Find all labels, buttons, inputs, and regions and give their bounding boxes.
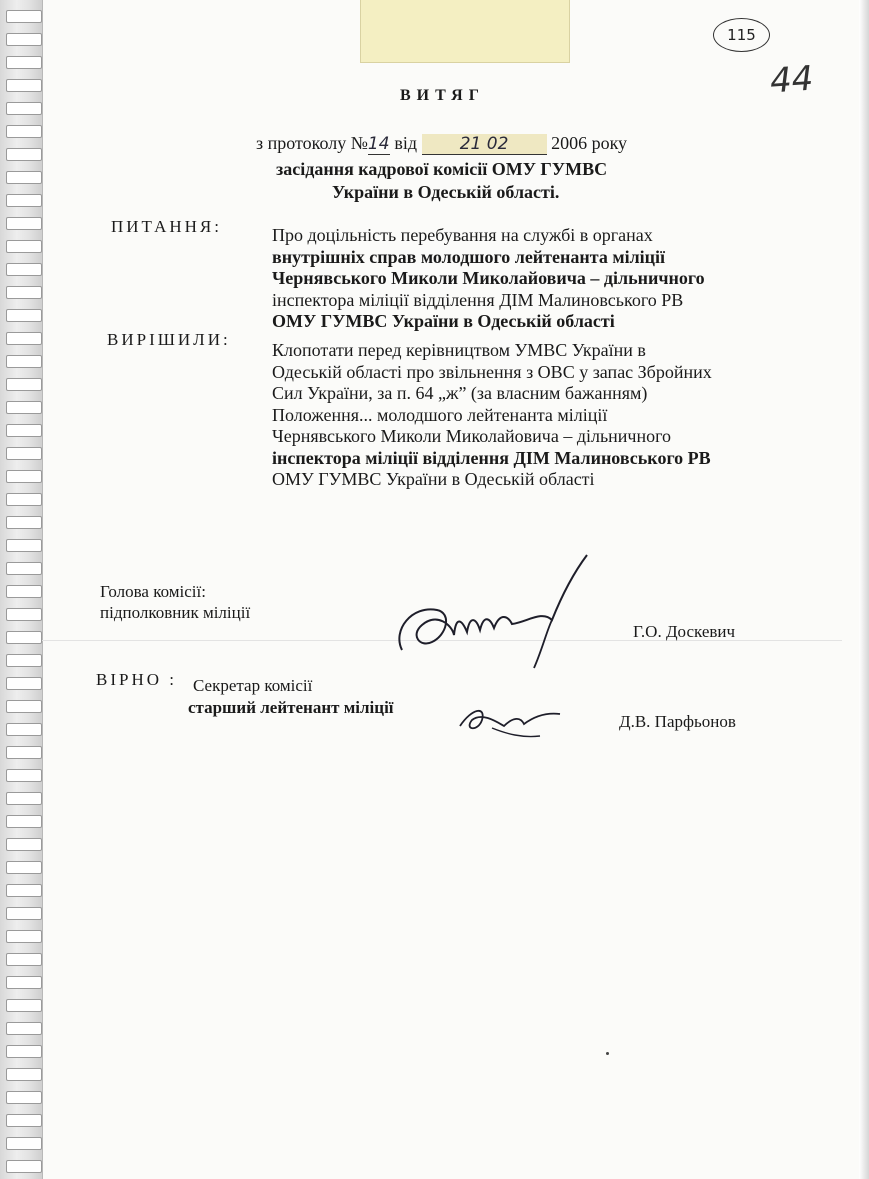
- binder-ring: [6, 240, 42, 253]
- binder-ring: [6, 79, 42, 92]
- protocol-year: 2006 року: [551, 133, 628, 153]
- question-line: інспектора міліції відділення ДІМ Малиновського РВ: [272, 289, 684, 310]
- subtitle-line-1: засідання кадрової комісії ОМУ ГУМВС: [276, 159, 608, 179]
- binder-ring: [6, 838, 42, 851]
- speck: [606, 1052, 609, 1055]
- decision-text: [272, 340, 768, 491]
- binder-ring: [6, 539, 42, 552]
- decision-line: Чернявського Миколи Миколайовича – дільничного: [272, 426, 672, 446]
- binder-ring: [6, 1137, 42, 1150]
- sticky-note: [360, 0, 570, 63]
- page-edge: [859, 0, 869, 1179]
- binder-ring: [6, 976, 42, 989]
- question-text: [272, 225, 768, 333]
- decision-line: Положення... молодшого лейтенанта міліції: [272, 404, 608, 425]
- protocol-line: [256, 133, 627, 155]
- protocol-date-prefix: від: [394, 133, 418, 153]
- decision-line: Сил України, за п. 64 „ж” (за власним бажанням): [272, 383, 648, 403]
- binder-ring: [6, 286, 42, 299]
- binder-ring: [6, 447, 42, 460]
- binder-ring: [6, 861, 42, 874]
- secretary-signature: [452, 698, 567, 742]
- decision-line: інспектора міліції відділення ДІМ Малиновського РВ: [272, 447, 711, 468]
- question-line: Про доцільність перебування на службі в органах: [272, 225, 653, 245]
- binder-ring: [6, 102, 42, 115]
- binder-ring: [6, 10, 42, 23]
- binder-ring: [6, 608, 42, 621]
- protocol-date: 21 02: [422, 134, 547, 155]
- binder-ring: [6, 654, 42, 667]
- binder-ring: [6, 194, 42, 207]
- binder-ring: [6, 953, 42, 966]
- binder-ring: [6, 1114, 42, 1127]
- binder-ring: [6, 470, 42, 483]
- secretary-title-2: старший лейтенант міліції: [188, 698, 394, 717]
- binder-ring: [6, 332, 42, 345]
- binder-ring: [6, 148, 42, 161]
- binder-ring: [6, 1045, 42, 1058]
- question-label: ПИТАННЯ:: [111, 217, 222, 236]
- binder-ring: [6, 815, 42, 828]
- subtitle-line-2: України в Одеській області.: [332, 182, 560, 202]
- binder-ring: [6, 631, 42, 644]
- binder-ring: [6, 999, 42, 1012]
- binder-ring: [6, 585, 42, 598]
- binder-ring: [6, 1022, 42, 1035]
- binder-ring: [6, 1091, 42, 1104]
- binder-ring: [6, 907, 42, 920]
- binder-ring: [6, 677, 42, 690]
- decision-line: ОМУ ГУМВС України в Одеській області: [272, 469, 595, 489]
- protocol-prefix: з протоколу №: [256, 133, 368, 153]
- binder-ring: [6, 516, 42, 529]
- question-line: Чернявського Миколи Миколайовича – дільничного: [272, 268, 705, 288]
- binder-edge: [0, 0, 43, 1179]
- document-title: ВИТЯГ: [400, 87, 485, 104]
- binder-ring: [6, 493, 42, 506]
- binder-ring: [6, 769, 42, 782]
- binder-ring: [6, 125, 42, 138]
- chair-name: Г.О. Доскевич: [633, 622, 736, 641]
- binder-ring: [6, 401, 42, 414]
- binder-ring: [6, 930, 42, 943]
- binder-ring: [6, 700, 42, 713]
- binder-ring: [6, 792, 42, 805]
- binder-ring: [6, 355, 42, 368]
- circled-page-number: 115: [713, 18, 770, 52]
- binder-ring: [6, 424, 42, 437]
- binder-ring: [6, 56, 42, 69]
- binder-ring: [6, 562, 42, 575]
- binder-ring: [6, 217, 42, 230]
- decision-line: Одеській області про звільнення з ОВС у запас Збройних: [272, 361, 712, 382]
- binder-ring: [6, 1160, 42, 1173]
- binder-ring: [6, 378, 42, 391]
- chair-title-2: підполковник міліції: [100, 603, 251, 622]
- chair-title-1: Голова комісії:: [100, 582, 206, 601]
- binder-ring: [6, 884, 42, 897]
- protocol-number: 14: [367, 134, 390, 154]
- binder-ring: [6, 723, 42, 736]
- binder-ring: [6, 263, 42, 276]
- chair-signature: [392, 550, 602, 670]
- secretary-name: Д.В. Парфьонов: [619, 712, 736, 731]
- secretary-title-1: Секретар комісії: [193, 676, 313, 695]
- certified-label: ВІРНО :: [96, 670, 177, 689]
- handwritten-folio: 44: [768, 58, 815, 102]
- decision-label: ВИРІШИЛИ:: [107, 330, 231, 349]
- binder-ring: [6, 33, 42, 46]
- question-line: внутрішніх справ молодшого лейтенанта міліції: [272, 246, 666, 267]
- question-line: ОМУ ГУМВС України в Одеській області: [272, 311, 615, 331]
- binder-ring: [6, 309, 42, 322]
- decision-line: Клопотати перед керівництвом УМВС України в: [272, 340, 646, 360]
- binder-ring: [6, 171, 42, 184]
- binder-ring: [6, 746, 42, 759]
- binder-ring: [6, 1068, 42, 1081]
